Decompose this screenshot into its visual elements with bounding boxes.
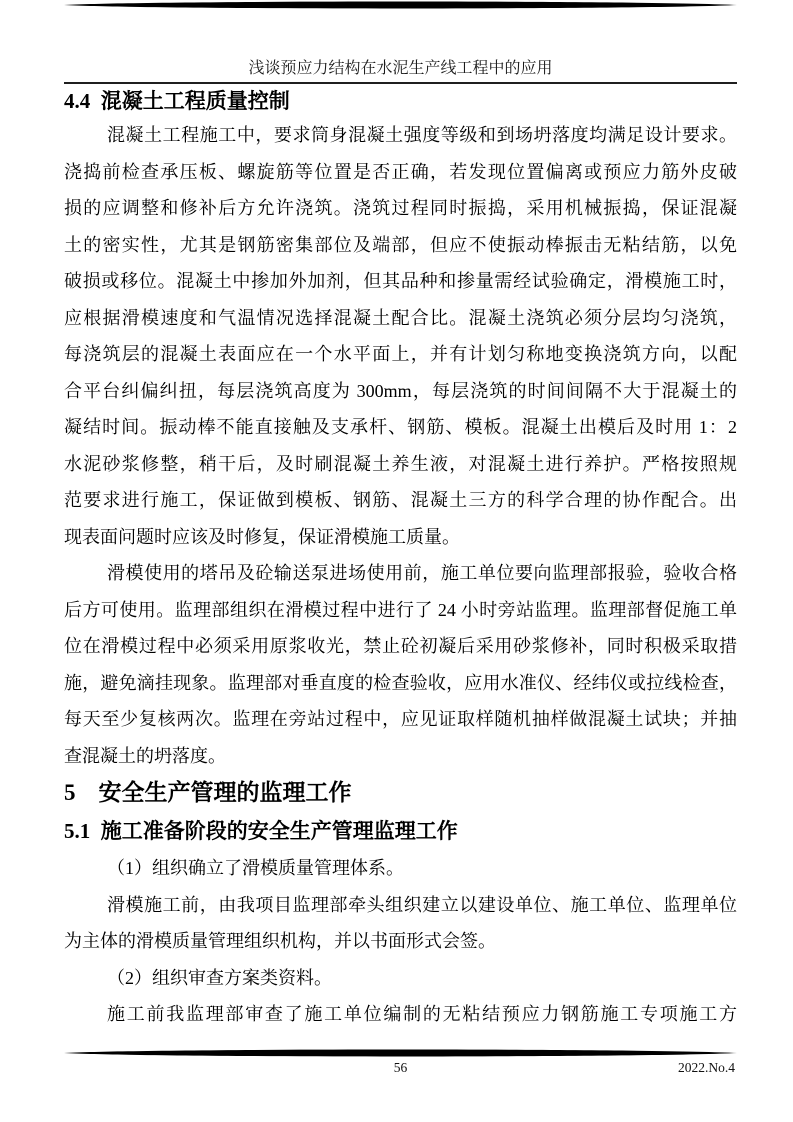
body-text <box>64 117 737 1033</box>
text-line: 每浇筑层的混凝土表面应在一个水平面上，并有计划匀称地变换浇筑方向，以配 <box>64 344 737 364</box>
paragraph-item-2 <box>64 960 737 997</box>
text-line: 混凝土工程施工中，要求筒身混凝土强度等级和到场坍落度均满足设计要求。 <box>107 125 737 145</box>
text-line: 现表面问题时应该及时修复，保证滑模施工质量。 <box>64 526 460 547</box>
text-line: 后方可使用。监理部组织在滑模过程中进行了 24 小时旁站监理。监理部督促施工单 <box>64 599 737 620</box>
paragraph-supervision <box>64 555 737 774</box>
text-line: 水泥砂浆修整，稍干后，及时刷混凝土养生液，对混凝土进行养护。严格按照规 <box>64 453 737 474</box>
paragraph-concrete-quality <box>64 117 737 555</box>
text-line: 每天至少复核两次。监理在旁站过程中，应见证取样随机抽样做混凝土试块；并抽 <box>64 709 737 729</box>
section-heading-4-4: 4.4 混凝土工程质量控制 <box>64 89 290 113</box>
text-line: 施，避免滴挂现象。监理部对垂直度的检查验收，应用水准仪、经纬仪或拉线检查， <box>64 672 737 693</box>
text-line: 凝结时间。振动棒不能直接触及支承杆、钢筋、模板。混凝土出模后及时用 1：2 <box>64 417 737 437</box>
text-line: 损的应调整和修补后方允许浇筑。浇筑过程同时振捣，采用机械振捣，保证混凝 <box>64 198 737 218</box>
text-line: （1）组织确立了滑模质量管理体系。 <box>107 858 404 878</box>
text-line: 查混凝土的坍落度。 <box>64 745 226 766</box>
paragraph-item-1 <box>64 850 737 887</box>
text-line: 土的密实性，尤其是钢筋密集部位及端部，但应不使振动棒振击无粘结筋，以免 <box>64 234 737 255</box>
text-line: 滑模施工前，由我项目监理部牵头组织建立以建设单位、施工单位、监理单位 <box>107 894 737 915</box>
page-content <box>64 0 737 1033</box>
running-title: 浅谈预应力结构在水泥生产线工程中的应用 <box>248 60 553 77</box>
issue-label: 2022.No.4 <box>678 1060 735 1075</box>
paragraph-organization <box>64 887 737 960</box>
header-rule <box>64 82 737 84</box>
page-number: 56 <box>393 1060 408 1075</box>
text-line: （2）组织审查方案类资料。 <box>107 967 332 988</box>
page-footer <box>64 1059 737 1077</box>
section-heading-5-1: 5.1 施工准备阶段的安全生产管理监理工作 <box>64 819 458 843</box>
text-line: 为主体的滑模质量管理组织机构，并以书面形式会签。 <box>64 931 496 951</box>
text-line: 施工前我监理部审查了施工单位编制的无粘结预应力钢筋施工专项施工方 <box>107 1004 737 1024</box>
text-line: 合平台纠偏纠扭，每层浇筑高度为 300mm，每层浇筑的时间间隔不大于混凝土的 <box>64 380 737 401</box>
section-heading-5: 5 安全生产管理的监理工作 <box>64 780 352 805</box>
header-divider-bar <box>64 0 737 10</box>
text-line: 浇捣前检查承压板、螺旋筋等位置是否正确，若发现位置偏离或预应力筋外皮破 <box>64 161 737 182</box>
text-line: 应根据滑模速度和气温情况选择混凝土配合比。混凝土浇筑必须分层均匀浇筑， <box>64 307 737 328</box>
text-line: 破损或移位。混凝土中掺加外加剂，但其品种和掺量需经试验确定，滑模施工时， <box>64 271 737 291</box>
text-line: 范要求进行施工，保证做到模板、钢筋、混凝土三方的科学合理的协作配合。出 <box>64 490 737 510</box>
footer-divider-bar <box>64 1048 737 1058</box>
paragraph-review <box>64 996 737 1033</box>
text-line: 位在滑模过程中必须采用原浆收光，禁止砼初凝后采用砂浆修补，同时积极采取措 <box>64 636 737 656</box>
text-line: 滑模使用的塔吊及砼输送泵进场使用前，施工单位要向监理部报验，验收合格 <box>107 563 737 583</box>
